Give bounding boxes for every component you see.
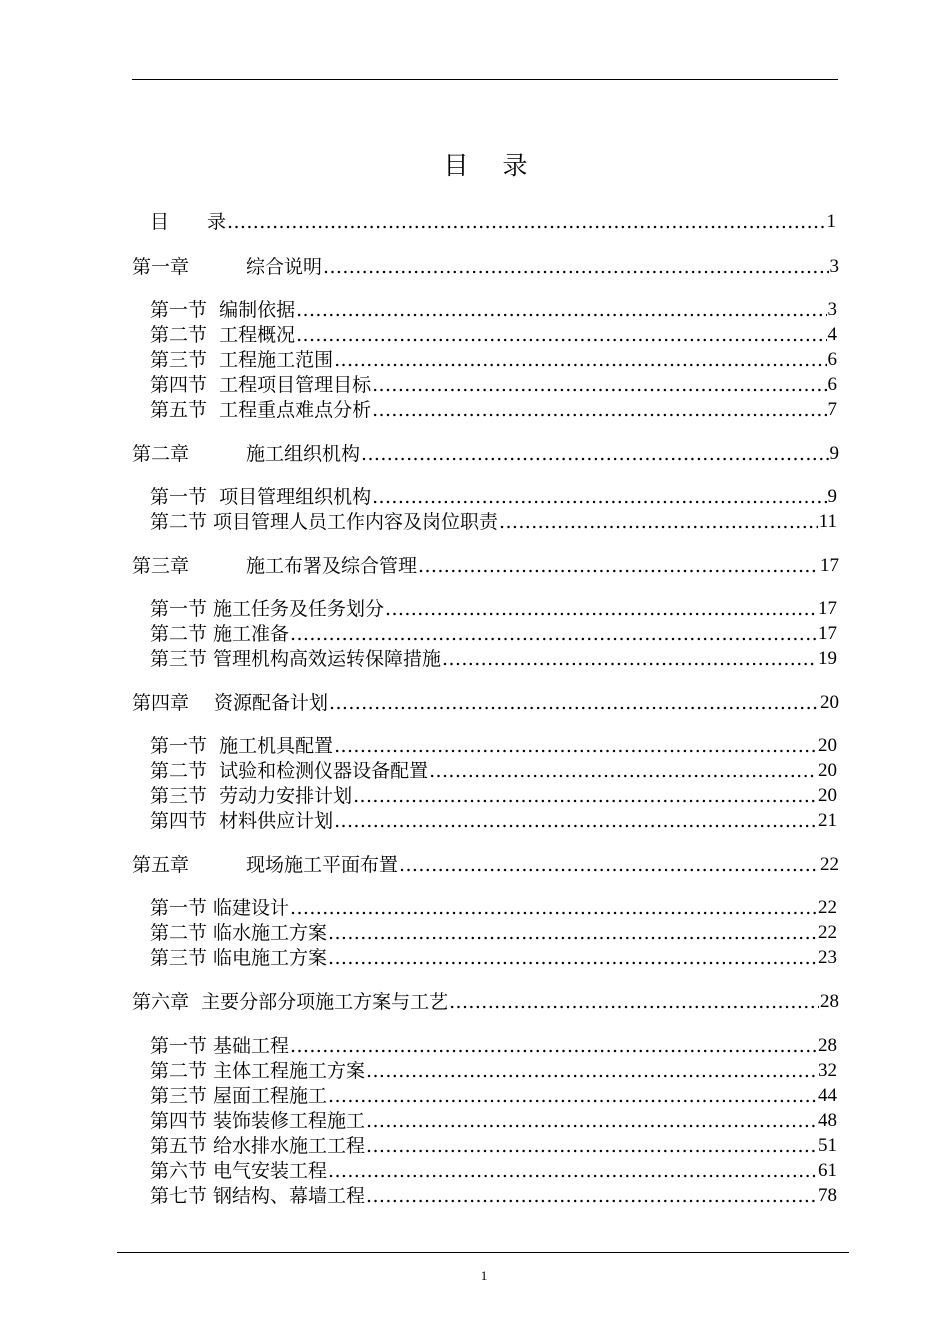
toc-entry-page: 22	[818, 922, 837, 943]
dot-leader	[372, 485, 826, 509]
toc-entry-label: 第一节 临建设计	[150, 897, 290, 919]
dot-leader	[290, 622, 817, 646]
footer-rule	[117, 1252, 849, 1253]
dot-leader	[372, 398, 826, 422]
dot-leader	[334, 348, 826, 372]
toc-entry-page: 1	[826, 211, 836, 232]
toc-entry-label: 第二节 项目管理人员工作内容及岗位职责	[150, 511, 499, 533]
toc-entry-page: 28	[818, 1035, 837, 1056]
document-title: 目录	[443, 151, 562, 180]
toc-entry-label: 第四节 工程项目管理目标	[150, 374, 372, 396]
toc-entry-page: 20	[820, 692, 839, 713]
dot-leader	[296, 298, 826, 322]
toc-entry-page: 6	[827, 374, 837, 395]
toc-entry-label: 第三节 屋面工程施工	[150, 1085, 328, 1107]
toc-section[interactable]	[150, 921, 837, 945]
toc-section[interactable]	[150, 759, 837, 783]
toc-entry-label: 第六节 电气安装工程	[150, 1160, 328, 1182]
toc-entry-page: 4	[827, 324, 837, 345]
toc-entry-page: 7	[827, 399, 837, 420]
dot-leader	[328, 1159, 817, 1183]
toc-section[interactable]	[150, 597, 837, 621]
toc-entry-page: 23	[818, 947, 837, 968]
toc-entry-page: 61	[818, 1160, 837, 1181]
dot-leader	[227, 210, 825, 234]
toc-entry-label: 第四节 装饰装修工程施工	[150, 1110, 366, 1132]
toc-entry-page: 32	[818, 1060, 837, 1081]
dot-leader	[290, 1034, 817, 1058]
toc-section[interactable]	[150, 323, 837, 347]
toc-entry-label: 第一章 综合说明	[132, 256, 323, 278]
toc-entry-label: 第四章 资源配备计划	[132, 692, 329, 714]
toc-entry-label: 第五章 现场施工平面布置	[132, 854, 399, 876]
dot-leader	[290, 896, 817, 920]
toc-section[interactable]	[150, 647, 837, 671]
toc-entry-page: 21	[818, 810, 837, 831]
toc-entry-label: 第一节 编制依据	[150, 299, 296, 321]
toc-section[interactable]	[150, 348, 837, 372]
toc-section[interactable]	[150, 622, 837, 646]
toc-section[interactable]	[150, 1109, 837, 1133]
toc-section[interactable]	[150, 946, 837, 970]
dot-leader	[449, 990, 819, 1014]
toc-section[interactable]	[150, 809, 837, 833]
dot-leader	[366, 1059, 817, 1083]
toc-section[interactable]	[150, 1134, 837, 1158]
dot-leader	[328, 946, 817, 970]
dot-leader	[366, 1134, 817, 1158]
toc-entry-page: 17	[818, 598, 837, 619]
dot-leader	[323, 255, 828, 279]
toc-entry-label: 第七节 钢结构、幕墙工程	[150, 1185, 366, 1207]
toc-entry-label: 第一节 项目管理组织机构	[150, 486, 372, 508]
toc-entry-page: 22	[818, 897, 837, 918]
toc-entry-label: 第三节 工程施工范围	[150, 349, 334, 371]
header-rule	[132, 79, 838, 80]
toc-entry-label: 第二章 施工组织机构	[132, 443, 361, 465]
toc-chapter[interactable]	[132, 442, 839, 466]
toc-entry-label: 第一节 施工任务及任务划分	[150, 598, 385, 620]
toc-entry-label: 第一节 基础工程	[150, 1035, 290, 1057]
toc-entry-page: 20	[818, 760, 837, 781]
toc-entry-page: 48	[818, 1110, 837, 1131]
toc-entry-label: 第四节 材料供应计划	[150, 810, 334, 832]
toc-entry-page: 28	[820, 991, 839, 1012]
toc-entry-label: 第五节 给水排水施工工程	[150, 1135, 366, 1157]
toc-entry-label: 第五节 工程重点难点分析	[150, 399, 372, 421]
toc-entry-page: 6	[827, 349, 837, 370]
toc-entry-label: 第二节 临水施工方案	[150, 922, 328, 944]
dot-leader	[361, 442, 828, 466]
dot-leader	[372, 373, 826, 397]
toc-section[interactable]	[150, 373, 837, 397]
toc-entry-page: 78	[818, 1185, 837, 1206]
toc-section[interactable]	[150, 784, 837, 808]
dot-leader	[442, 647, 817, 671]
toc-entry-page: 44	[818, 1085, 837, 1106]
toc-entry-page: 51	[818, 1135, 837, 1156]
toc-entry-label: 第三章 施工布署及综合管理	[132, 555, 418, 577]
toc-entry-label: 第三节 管理机构高效运转保障措施	[150, 648, 442, 670]
toc-chapter[interactable]	[132, 554, 839, 578]
toc-entry-page: 20	[818, 735, 837, 756]
toc-section[interactable]	[150, 1034, 837, 1058]
toc-section[interactable]	[150, 1084, 837, 1108]
toc-entry-page: 20	[818, 785, 837, 806]
toc-entry-label: 第三节 临电施工方案	[150, 947, 328, 969]
dot-leader	[366, 1109, 817, 1133]
toc-section[interactable]	[150, 398, 837, 422]
toc-entry-page: 3	[827, 299, 837, 320]
toc-section[interactable]	[150, 485, 837, 509]
toc-entry-label: 第二节 工程概况	[150, 324, 296, 346]
toc-section[interactable]	[150, 298, 837, 322]
toc-section[interactable]	[150, 734, 837, 758]
toc-chapter[interactable]	[132, 691, 839, 715]
toc-section[interactable]	[150, 1184, 837, 1208]
toc-chapter[interactable]	[132, 853, 839, 877]
dot-leader	[429, 759, 817, 783]
dot-leader	[334, 734, 817, 758]
dot-leader	[334, 809, 817, 833]
toc-entry[interactable]	[150, 210, 836, 234]
dot-leader	[328, 1084, 817, 1108]
dot-leader	[418, 554, 819, 578]
dot-leader	[499, 510, 818, 534]
toc-section[interactable]	[150, 896, 837, 920]
dot-leader	[328, 921, 817, 945]
toc-entry-page: 9	[829, 443, 839, 464]
toc-chapter[interactable]	[132, 990, 839, 1014]
toc-entry-label: 第三节 劳动力安排计划	[150, 785, 353, 807]
dot-leader	[399, 853, 819, 877]
toc-entry-page: 11	[818, 511, 837, 532]
toc-entry-page: 17	[818, 623, 837, 644]
dot-leader	[385, 597, 817, 621]
toc-entry-label: 第一节 施工机具配置	[150, 735, 334, 757]
dot-leader	[329, 691, 819, 715]
toc-section[interactable]	[150, 510, 837, 534]
toc-entry-label: 第二节 施工准备	[150, 623, 290, 645]
toc-entry-page: 19	[818, 648, 837, 669]
toc-entry-label: 第二节 试验和检测仪器设备配置	[150, 760, 429, 782]
toc-entry-page: 17	[820, 555, 839, 576]
toc-section[interactable]	[150, 1159, 837, 1183]
toc-entry-label: 第六章 主要分部分项施工方案与工艺	[132, 991, 449, 1013]
toc-entry-label: 目 录	[150, 211, 227, 233]
dot-leader	[353, 784, 817, 808]
toc-section[interactable]	[150, 1059, 837, 1083]
toc-entry-page: 3	[829, 256, 839, 277]
page-number: 1	[480, 1268, 488, 1283]
toc-chapter[interactable]	[132, 255, 839, 279]
toc-entry-page: 22	[820, 854, 839, 875]
dot-leader	[296, 323, 826, 347]
dot-leader	[366, 1184, 817, 1208]
toc-entry-page: 9	[827, 486, 837, 507]
toc-entry-label: 第二节 主体工程施工方案	[150, 1060, 366, 1082]
